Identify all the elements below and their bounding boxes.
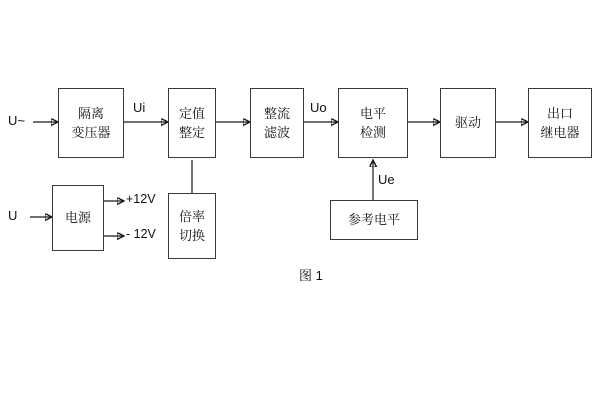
block-reference-level-line-1: 参考电平 (347, 212, 400, 228)
block-level-detection-line-1: 电平 (359, 105, 386, 121)
block-rectifier-filter (250, 88, 304, 158)
block-fixed-value-setting-line-1: 定值 (178, 105, 205, 121)
block-multiplier-switch (168, 193, 216, 259)
block-isolation-transformer (58, 88, 124, 158)
label-ue: Ue (378, 172, 395, 187)
block-rectifier-filter-line-2: 滤波 (263, 125, 290, 140)
block-output-relay-line-1: 出口 (546, 105, 573, 121)
block-power-supply (52, 185, 104, 251)
block-level-detection (338, 88, 408, 158)
block-drive (440, 88, 496, 158)
label-minus-12v: - 12V (126, 227, 156, 241)
label-uo: Uo (310, 100, 327, 115)
figure-caption: 图 1 (299, 268, 323, 283)
block-isolation-transformer-line-1: 隔离 (77, 105, 104, 121)
label-plus-12v: +12V (126, 192, 156, 206)
label-input-dc: U (8, 208, 18, 223)
block-multiplier-switch-line-1: 倍率 (178, 208, 205, 224)
block-output-relay (528, 88, 592, 158)
block-output-relay-line-2: 继电器 (540, 125, 580, 140)
block-reference-level (330, 200, 418, 240)
block-drive-line-1: 驱动 (454, 115, 481, 131)
label-ui: Ui (133, 100, 146, 115)
block-isolation-transformer-line-2: 变压器 (71, 125, 111, 140)
label-input-ac: U~ (8, 113, 25, 128)
block-fixed-value-setting-line-2: 整定 (178, 125, 205, 140)
block-fixed-value-setting (168, 88, 216, 158)
block-multiplier-switch-line-2: 切换 (178, 228, 205, 243)
block-power-supply-line-1: 电源 (64, 210, 91, 226)
block-rectifier-filter-line-1: 整流 (263, 105, 290, 121)
block-level-detection-line-2: 检测 (359, 125, 386, 140)
